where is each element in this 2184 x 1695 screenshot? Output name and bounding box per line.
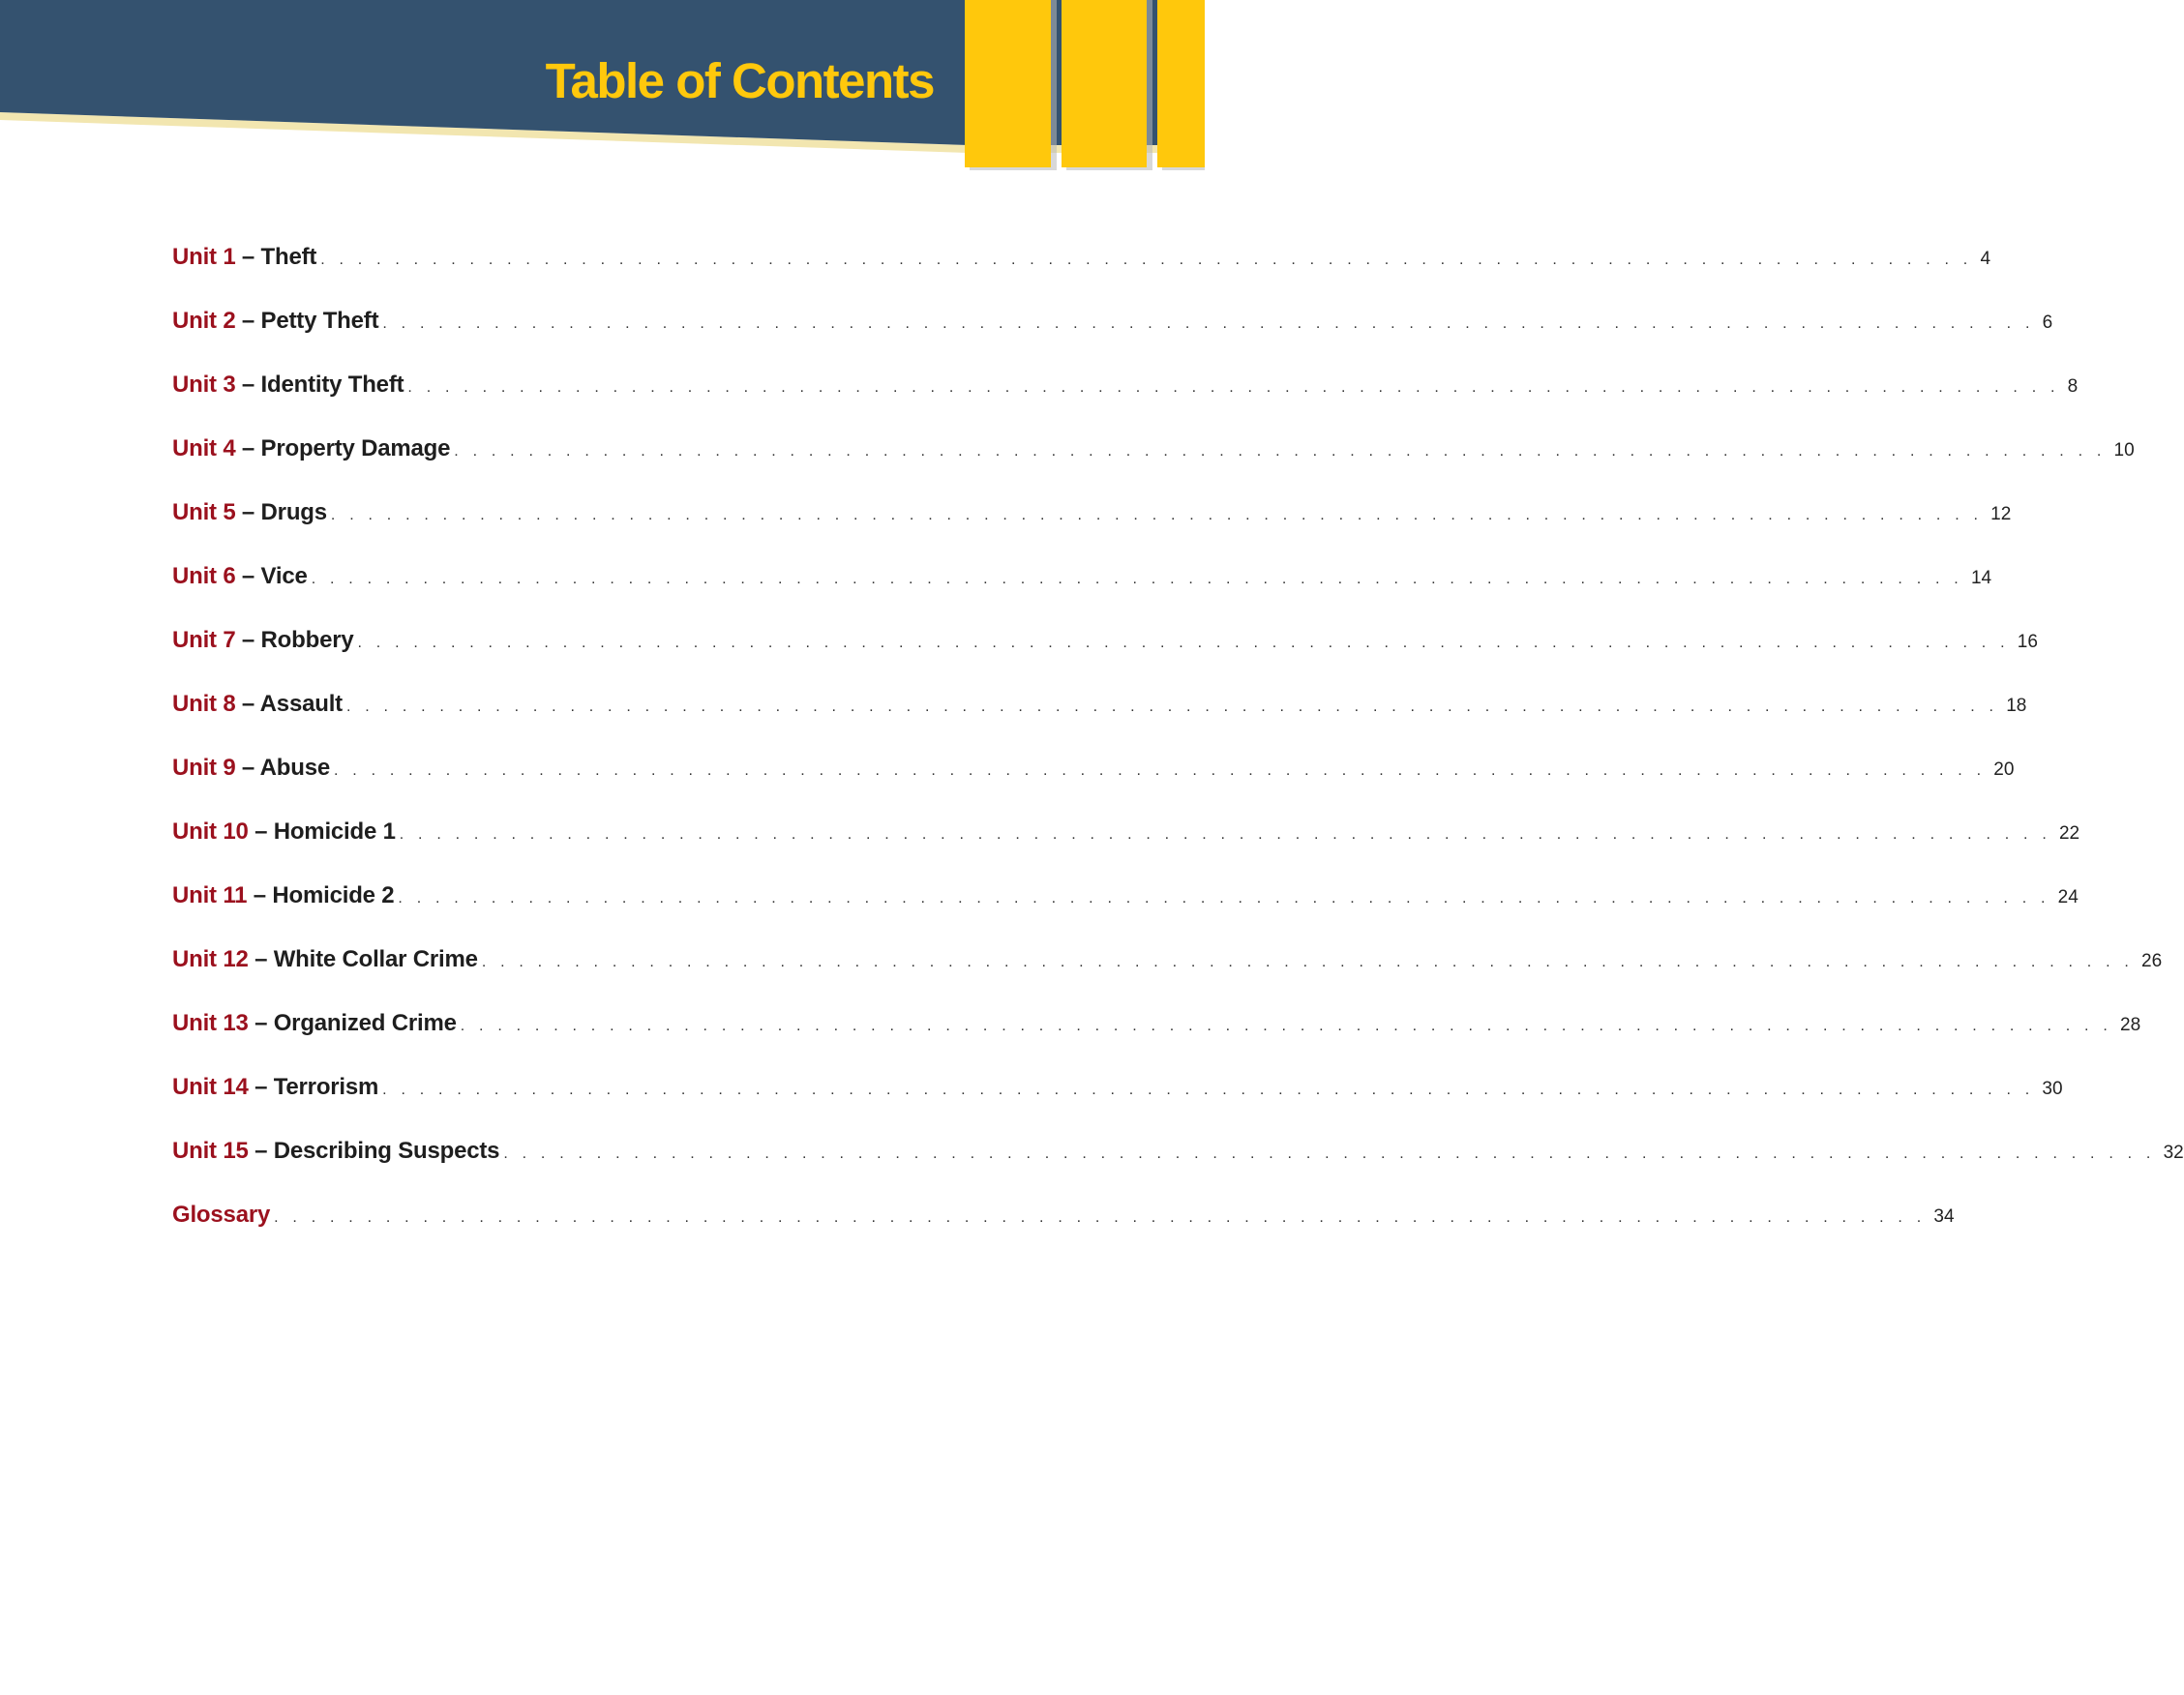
page-number: 24 (2057, 887, 2079, 907)
page-number: 16 (2017, 632, 2038, 652)
topic-label: – Organized Crime (248, 1010, 457, 1036)
unit-label: Unit 7 (172, 627, 236, 653)
toc-entry-unit-10[interactable] (172, 818, 2080, 882)
dot-leader: . . . . . . . . . . . . . . . . . . . . . . . . . . . . . . . . . . . . . . . . . . . . . . . . . . . . . . . . . . . . . . . . . . . . . . . . . . . . . . . . . . . . . . . . . (407, 379, 2060, 396)
entry-title (172, 627, 354, 654)
dot-leader: . . . . . . . . . . . . . . . . . . . . . . . . . . . . . . . . . . . . . . . . . . . . . . . . . . . . . . . . . . . . . . . . . . . . . . . . . . . . . . . . . . . . . . . . . (320, 252, 1973, 268)
unit-label: Unit 2 (172, 308, 236, 334)
unit-label: Unit 4 (172, 435, 236, 461)
entry-title (172, 1202, 270, 1229)
yellow-tab (965, 0, 1051, 167)
topic-label: – Theft (235, 244, 317, 270)
unit-label: Unit 5 (172, 499, 236, 525)
unit-label: Unit 11 (172, 882, 248, 908)
dot-leader: . . . . . . . . . . . . . . . . . . . . . . . . . . . . . . . . . . . . . . . . . . . . . . . . . . . . . . . . . . . . . . . . . . . . . . . . . . . . . . . . . . . . . . . . . (382, 1082, 2035, 1098)
toc-entry-unit-7[interactable] (172, 627, 2038, 691)
topic-label: – Vice (235, 563, 308, 589)
unit-label: Unit 9 (172, 755, 236, 781)
entry-title (172, 563, 308, 590)
yellow-tab (1062, 0, 1147, 167)
table-of-contents (172, 244, 2184, 1265)
dot-leader: . . . . . . . . . . . . . . . . . . . . . . . . . . . . . . . . . . . . . . . . . . . . . . . . . . . . . . . . . . . . . . . . . . . . . . . . . . . . . . . . . . . . . . . . . (330, 507, 1984, 523)
toc-entry-unit-11[interactable] (172, 882, 2079, 946)
toc-entry-unit-15[interactable] (172, 1138, 2184, 1202)
unit-label: Unit 15 (172, 1138, 249, 1164)
dot-leader: . . . . . . . . . . . . . . . . . . . . . . . . . . . . . . . . . . . . . . . . . . . . . . . . . . . . . . . . . . . . . . . . . . . . . . . . . . . . . . . . . . . . . . . . . (503, 1145, 2156, 1162)
toc-entry-unit-3[interactable] (172, 372, 2079, 435)
topic-label: – Robbery (235, 627, 354, 653)
page-number: 8 (2067, 376, 2079, 397)
dot-leader: . . . . . . . . . . . . . . . . . . . . . . . . . . . . . . . . . . . . . . . . . . . . . . . . . . . . . . . . . . . . . . . . . . . . . . . . . . . . . . . . . . . . . . . . . (274, 1209, 1927, 1226)
topic-label: – Homicide 1 (248, 818, 396, 845)
toc-entry-unit-8[interactable] (172, 691, 2027, 755)
entry-title (172, 244, 316, 271)
topic-label: – Identity Theft (235, 372, 404, 398)
dot-leader: . . . . . . . . . . . . . . . . . . . . . . . . . . . . . . . . . . . . . . . . . . . . . . . . . . . . . . . . . . . . . . . . . . . . . . . . . . . . . . . . . . . . . . . . . (454, 443, 2107, 460)
page-number: 4 (1980, 249, 1991, 269)
entry-title (172, 691, 343, 718)
dot-leader: . . . . . . . . . . . . . . . . . . . . . . . . . . . . . . . . . . . . . . . . . . . . . . . . . . . . . . . . . . . . . . . . . . . . . . . . . . . . . . . . . . . . . . . . . (460, 1018, 2112, 1034)
glossary-label: Glossary (172, 1202, 271, 1228)
dot-leader: . . . . . . . . . . . . . . . . . . . . . . . . . . . . . . . . . . . . . . . . . . . . . . . . . . . . . . . . . . . . . . . . . . . . . . . . . . . . . . . . . . . . . . . . . (334, 762, 1987, 779)
entry-title (172, 755, 330, 782)
topic-label: – Property Damage (235, 435, 451, 461)
page-number: 26 (2141, 951, 2163, 971)
entry-title (172, 818, 396, 846)
entry-title (172, 1010, 457, 1037)
entry-title (172, 372, 404, 399)
topic-label: – Petty Theft (235, 308, 379, 334)
page-number: 18 (2006, 696, 2027, 716)
topic-label: – Abuse (235, 755, 331, 781)
entry-title (172, 1138, 499, 1165)
topic-label: – Homicide 2 (247, 882, 395, 908)
toc-entry-unit-12[interactable] (172, 946, 2163, 1010)
unit-label: Unit 6 (172, 563, 236, 589)
toc-entry-unit-1[interactable] (172, 244, 1991, 308)
page-number: 20 (1993, 759, 2015, 780)
entry-title (172, 946, 478, 973)
topic-label: – Drugs (235, 499, 327, 525)
toc-entry-unit-9[interactable] (172, 755, 2015, 818)
page-number: 22 (2058, 823, 2080, 844)
unit-label: Unit 1 (172, 244, 236, 270)
page-number: 30 (2042, 1079, 2063, 1099)
entry-title (172, 308, 378, 335)
topic-label: – White Collar Crime (248, 946, 478, 972)
toc-entry-unit-5[interactable] (172, 499, 2012, 563)
dot-leader: . . . . . . . . . . . . . . . . . . . . . . . . . . . . . . . . . . . . . . . . . . . . . . . . . . . . . . . . . . . . . . . . . . . . . . . . . . . . . . . . . . . . . . . . . (399, 826, 2051, 843)
entry-title (172, 1074, 378, 1101)
page-number: 14 (1970, 568, 1992, 588)
dot-leader: . . . . . . . . . . . . . . . . . . . . . . . . . . . . . . . . . . . . . . . . . . . . . . . . . . . . . . . . . . . . . . . . . . . . . . . . . . . . . . . . . . . . . . . . . (382, 315, 2035, 332)
unit-label: Unit 8 (172, 691, 236, 717)
page-number: 34 (1933, 1206, 1955, 1227)
unit-label: Unit 12 (172, 946, 249, 972)
dot-leader: . . . . . . . . . . . . . . . . . . . . . . . . . . . . . . . . . . . . . . . . . . . . . . . . . . . . . . . . . . . . . . . . . . . . . . . . . . . . . . . . . . . . . . . . . (398, 890, 2050, 907)
yellow-tab (1157, 0, 1205, 167)
entry-title (172, 435, 450, 462)
dot-leader: . . . . . . . . . . . . . . . . . . . . . . . . . . . . . . . . . . . . . . . . . . . . . . . . . . . . . . . . . . . . . . . . . . . . . . . . . . . . . . . . . . . . . . . . . (345, 699, 1999, 715)
page-number: 6 (2042, 312, 2053, 333)
dot-leader: . . . . . . . . . . . . . . . . . . . . . . . . . . . . . . . . . . . . . . . . . . . . . . . . . . . . . . . . . . . . . . . . . . . . . . . . . . . . . . . . . . . . . . . . . (311, 571, 1963, 587)
page-number: 32 (2163, 1143, 2184, 1163)
unit-label: Unit 14 (172, 1074, 249, 1100)
toc-entry-glossary[interactable] (172, 1202, 1955, 1265)
toc-entry-unit-2[interactable] (172, 308, 2053, 372)
page-number: 12 (1990, 504, 2012, 524)
topic-label: – Assault (235, 691, 343, 717)
toc-entry-unit-4[interactable] (172, 435, 2135, 499)
toc-entry-unit-14[interactable] (172, 1074, 2063, 1138)
toc-entry-unit-13[interactable] (172, 1010, 2141, 1074)
page-title: Table of Contents (545, 53, 934, 108)
unit-label: Unit 13 (172, 1010, 249, 1036)
entry-title (172, 499, 327, 526)
dot-leader: . . . . . . . . . . . . . . . . . . . . . . . . . . . . . . . . . . . . . . . . . . . . . . . . . . . . . . . . . . . . . . . . . . . . . . . . . . . . . . . . . . . . . . . . . (481, 954, 2135, 970)
page-number: 28 (2120, 1015, 2141, 1035)
entry-title (172, 882, 394, 909)
page-number: 10 (2113, 440, 2135, 461)
unit-label: Unit 3 (172, 372, 236, 398)
unit-label: Unit 10 (172, 818, 249, 845)
dot-leader: . . . . . . . . . . . . . . . . . . . . . . . . . . . . . . . . . . . . . . . . . . . . . . . . . . . . . . . . . . . . . . . . . . . . . . . . . . . . . . . . . . . . . . . . . (357, 635, 2010, 651)
topic-label: – Terrorism (248, 1074, 379, 1100)
topic-label: – Describing Suspects (248, 1138, 500, 1164)
toc-entry-unit-6[interactable] (172, 563, 1992, 627)
